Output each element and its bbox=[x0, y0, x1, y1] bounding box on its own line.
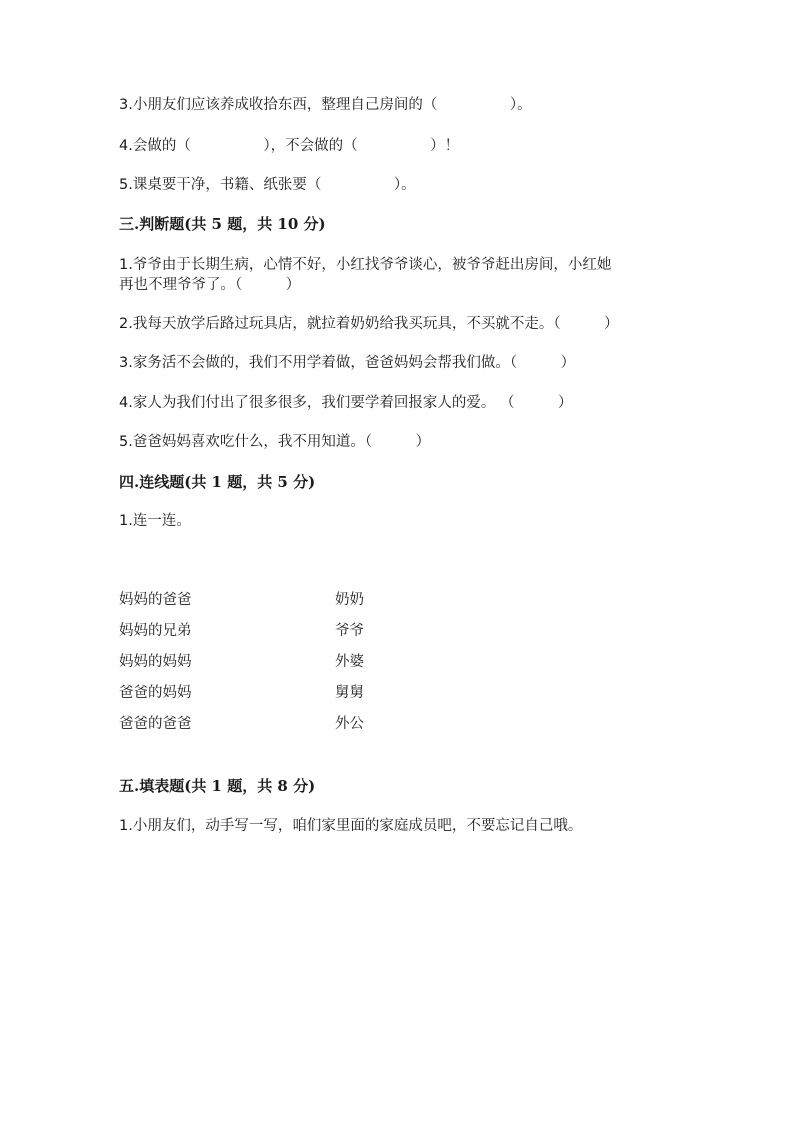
match-right-item: 外公 bbox=[335, 716, 364, 732]
match-left-item: 妈妈的爸爸 bbox=[119, 592, 192, 608]
match-question-1: 1.连一连。 bbox=[119, 513, 191, 529]
table-question-1: 1.小朋友们，动手写一写，咱们家里面的家庭成员吧，不要忘记自己哦。 bbox=[119, 818, 583, 834]
match-left-item: 妈妈的兄弟 bbox=[119, 623, 192, 639]
judge-question-2: 2.我每天放学后路过玩具店，就拉着奶奶给我买玩具，不买就不走。（ ） bbox=[119, 316, 619, 332]
fill-blank-question-4: 4.会做的（ ），不会做的（ ）！ bbox=[119, 138, 460, 154]
fill-blank-question-5: 5.课桌要干净，书籍、纸张要（ ）。 bbox=[119, 177, 416, 193]
match-left-item: 妈妈的妈妈 bbox=[119, 654, 192, 670]
match-right-item: 爷爷 bbox=[335, 623, 364, 639]
section-3-heading: 三.判断题(共 5 题，共 10 分) bbox=[119, 215, 326, 233]
judge-question-4: 4.家人为我们付出了很多很多，我们要学着回报家人的爱。 （ ） bbox=[119, 395, 573, 411]
judge-question-1-line-2: 再也不理爷爷了。（ ） bbox=[119, 277, 301, 293]
judge-question-1-line-1: 1.爷爷由于长期生病，心情不好，小红找爷爷谈心，被爷爷赶出房间，小红她 bbox=[119, 257, 612, 273]
match-left-item: 爸爸的妈妈 bbox=[119, 685, 192, 701]
match-right-item: 舅舅 bbox=[335, 685, 364, 701]
judge-question-5: 5.爸爸妈妈喜欢吃什么，我不用知道。（ ） bbox=[119, 434, 431, 450]
judge-question-3: 3.家务活不会做的，我们不用学着做，爸爸妈妈会帮我们做。（ ） bbox=[119, 355, 576, 371]
section-5-heading: 五.填表题(共 1 题，共 8 分) bbox=[119, 777, 316, 795]
section-4-heading: 四.连线题(共 1 题，共 5 分) bbox=[119, 473, 316, 491]
match-right-item: 奶奶 bbox=[335, 592, 364, 608]
fill-blank-question-3: 3.小朋友们应该养成收拾东西，整理自己房间的（ ）。 bbox=[119, 97, 532, 113]
match-right-item: 外婆 bbox=[335, 654, 364, 670]
match-left-item: 爸爸的爸爸 bbox=[119, 716, 192, 732]
